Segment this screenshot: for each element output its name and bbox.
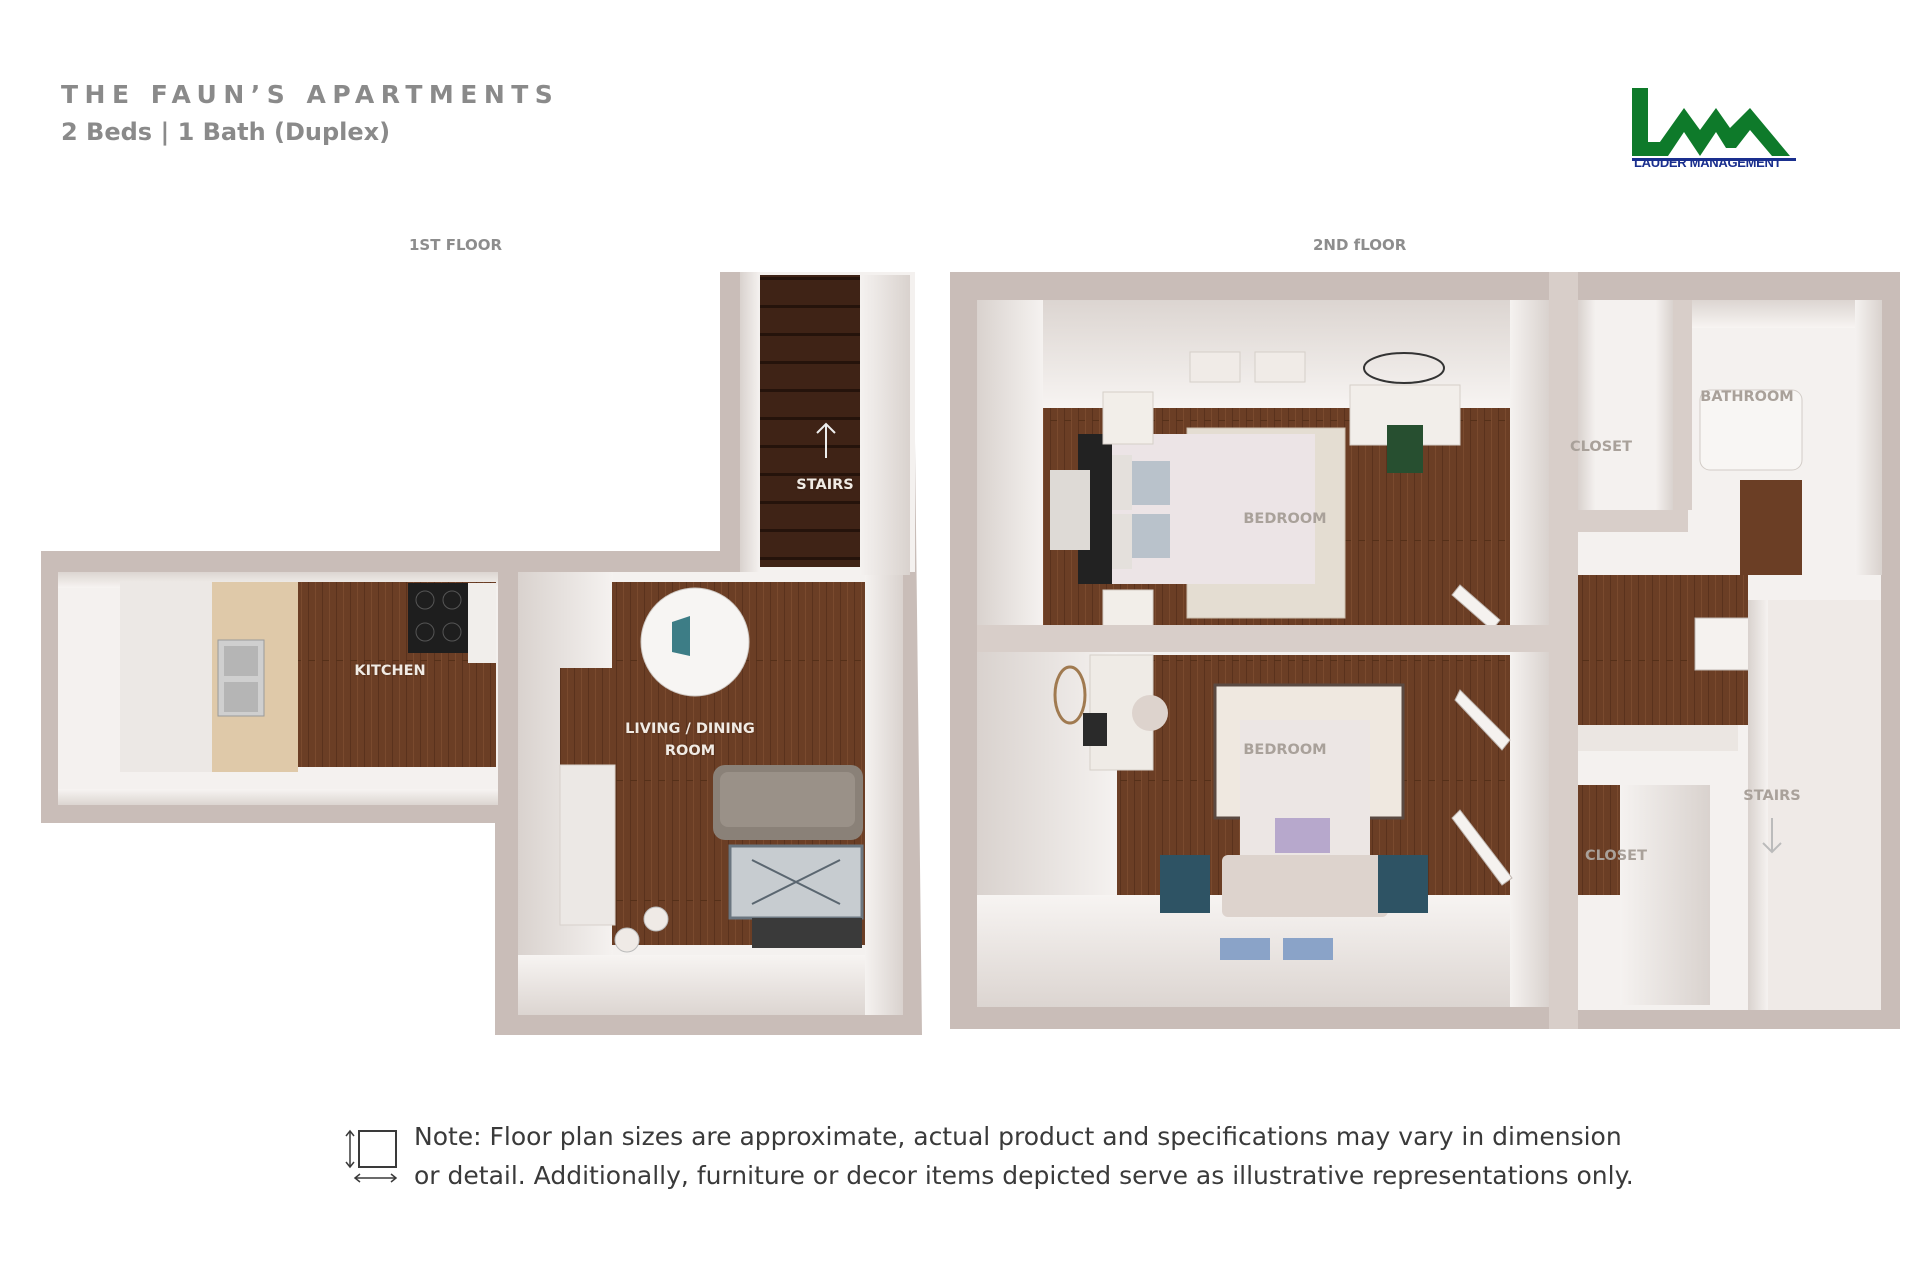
- label-bottom-closet: CLOSET: [1585, 848, 1647, 864]
- label-top-closet: CLOSET: [1570, 439, 1632, 455]
- disclaimer-note: [414, 1117, 1704, 1195]
- stove: [408, 583, 468, 653]
- property-title: THE FAUN’S APARTMENTS: [61, 80, 560, 109]
- label-bottom-bedroom: BEDROOM: [1243, 742, 1327, 758]
- first-floor-stairs: [760, 275, 860, 567]
- logo-wordmark: LAUDER MANAGEMENT: [1634, 155, 1782, 170]
- first-floor-label: 1ST FLOOR: [409, 236, 503, 254]
- second-floor-label: 2ND fLOOR: [1313, 236, 1407, 254]
- disclaimer-line-1: Note: Floor plan sizes are approximate, actual product and specifications may vary in dimension: [414, 1122, 1622, 1151]
- label-living-dining: [610, 718, 770, 762]
- dining-table: [641, 588, 749, 696]
- label-living-dining-line1: LIVING / DINING: [625, 721, 755, 737]
- dimension-icon: [343, 1128, 399, 1188]
- label-kitchen: KITCHEN: [354, 663, 426, 679]
- label-first-floor-stairs: STAIRS: [796, 477, 854, 493]
- label-top-bedroom: BEDROOM: [1243, 511, 1327, 527]
- label-bathroom: BATHROOM: [1700, 389, 1794, 405]
- disclaimer-line-2: or detail. Additionally, furniture or decor items depicted serve as illustrative representations only.: [414, 1161, 1634, 1190]
- label-second-floor-stairs: STAIRS: [1743, 788, 1801, 804]
- unit-type-subtitle: 2 Beds | 1 Bath (Duplex): [61, 118, 391, 146]
- label-living-dining-line2: ROOM: [664, 743, 716, 759]
